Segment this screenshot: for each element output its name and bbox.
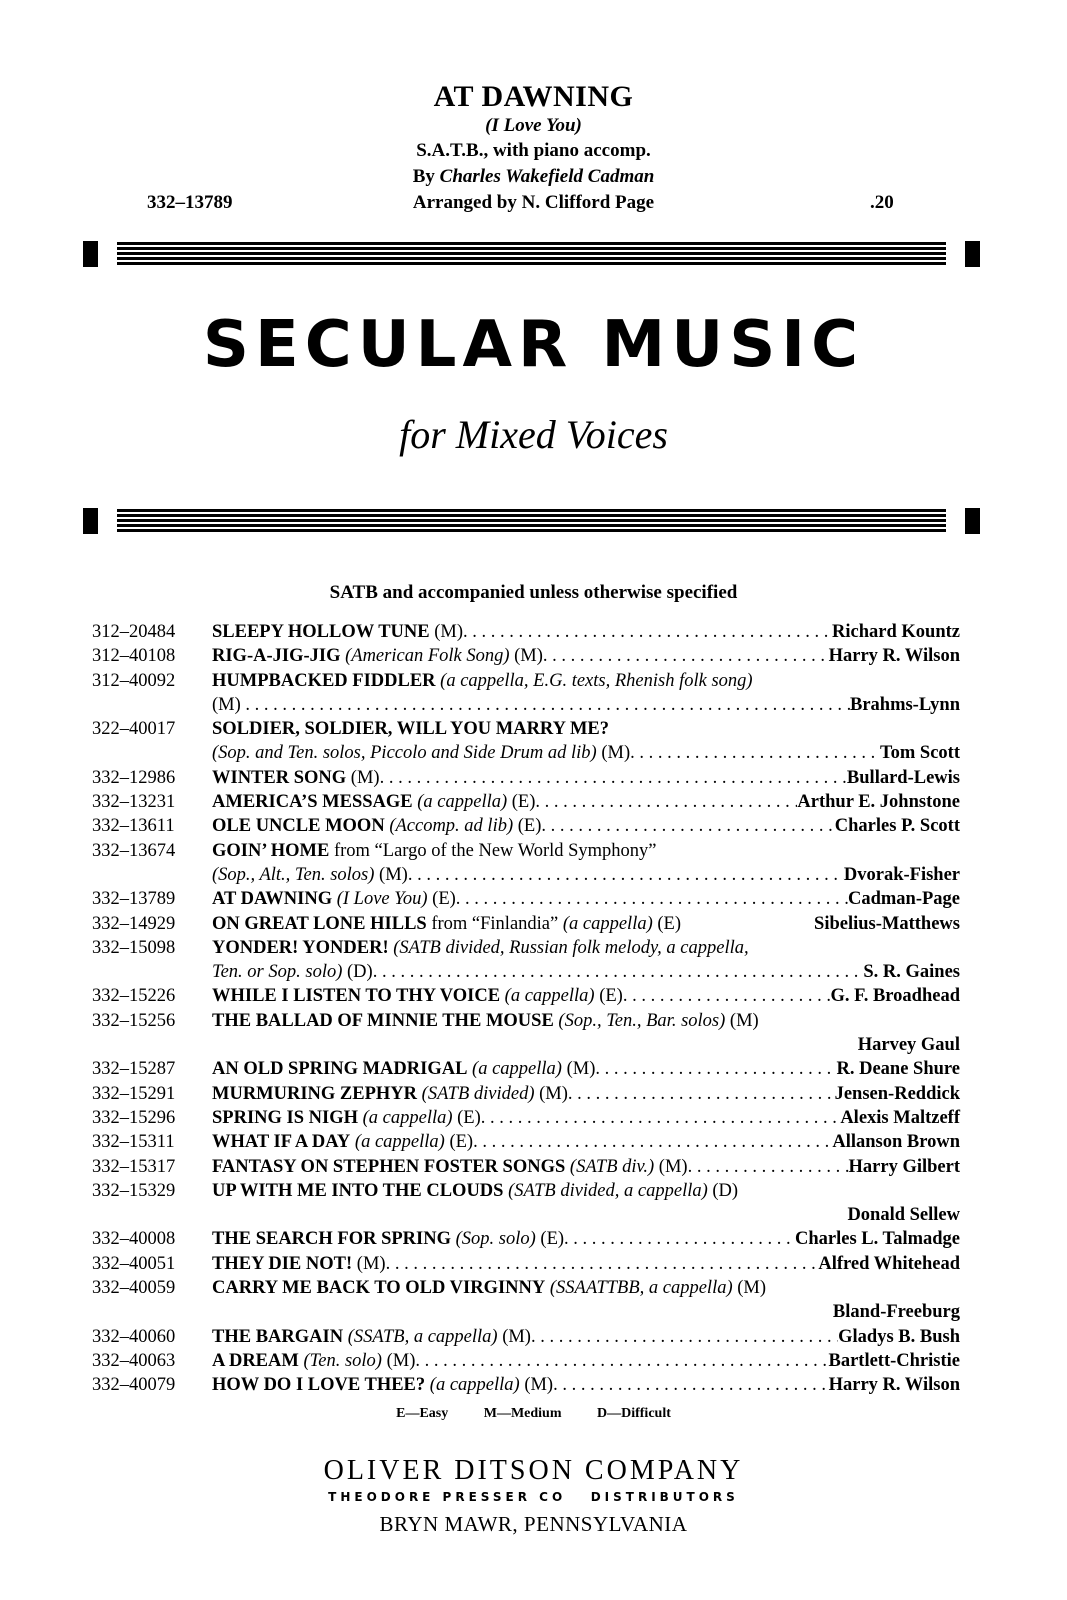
entry-grade: (D): [347, 962, 373, 983]
entry-author: Arthur E. Johnstone: [797, 792, 960, 813]
entry-grade: (M): [212, 694, 241, 715]
catalog-number: 332–15291: [92, 1083, 176, 1104]
entry-title: FANTASY ON STEPHEN FOSTER SONGS: [212, 1156, 566, 1177]
dot-leader: [415, 1349, 828, 1373]
catalog-entry: [92, 1325, 960, 1349]
entry-grade: (E): [517, 816, 542, 837]
entry-grade: (M): [729, 1010, 759, 1031]
entry-author: Tom Scott: [880, 743, 960, 764]
featured-catalog-number: 332–13789: [147, 192, 233, 213]
catalog-entry: [92, 1349, 960, 1373]
entry-grade: (M): [566, 1059, 596, 1080]
entry-description: (SATB divided, a cappella): [508, 1180, 708, 1201]
by-prefix: By: [412, 166, 440, 187]
entry-description: (a cappella): [429, 1375, 520, 1396]
catalog-entry: [92, 936, 960, 985]
entry-title: THE SEARCH FOR SPRING: [212, 1229, 451, 1250]
entry-title: THE BARGAIN: [212, 1326, 344, 1347]
entry-description: (a cappella): [354, 1132, 445, 1153]
page-subtitle: for Mixed Voices: [399, 412, 668, 457]
catalog-entry: [92, 1179, 960, 1228]
dot-leader: [568, 1082, 835, 1106]
entry-grade: (M): [514, 646, 543, 667]
entry-description: (SATB div.): [569, 1156, 655, 1177]
entry-description: (SATB divided): [421, 1083, 535, 1104]
entry-grade: (M): [502, 1326, 531, 1347]
rule-lines: [117, 242, 946, 266]
catalog-entry: [92, 814, 960, 838]
page-title: SECULAR MUSIC: [202, 308, 865, 382]
dot-leader: [630, 741, 880, 765]
catalog-number: 332–15098: [92, 937, 176, 958]
featured-subtitle: (I Love You): [485, 115, 582, 136]
entry-author: Charles P. Scott: [834, 816, 960, 837]
catalog-number: 332–15226: [92, 986, 176, 1007]
catalog-entry: [92, 717, 960, 766]
featured-title: AT DAWNING: [433, 80, 634, 113]
featured-voicing: S.A.T.B., with piano accomp.: [416, 140, 651, 161]
catalog-entry: [92, 766, 960, 790]
catalog-entry: [92, 1130, 960, 1154]
dot-leader: [386, 1252, 819, 1276]
entry-description: (a cappella): [472, 1059, 562, 1080]
entry-grade: (M): [524, 1375, 554, 1396]
dot-leader: [688, 1155, 849, 1179]
entry-description: (Accomp. ad lib): [389, 816, 514, 837]
entry-title: RIG-A-JIG-JIG: [212, 646, 341, 667]
entry-author: G. F. Broadhead: [830, 986, 960, 1007]
dot-leader: [245, 693, 850, 717]
entry-author: Allanson Brown: [832, 1132, 960, 1153]
entry-author: Richard Kountz: [832, 622, 960, 642]
entry-source: from “Largo of the New World Symphony”: [333, 840, 657, 861]
entry-author: Charles L. Talmadge: [795, 1229, 960, 1250]
entry-title: GOIN’ HOME: [212, 840, 330, 861]
entry-description: (Sop., Ten., Bar. solos): [558, 1010, 726, 1031]
entry-description: (American Folk Song): [345, 646, 510, 667]
entry-description: (a cappella): [504, 986, 595, 1007]
catalog-number: 332–15296: [92, 1107, 176, 1128]
bottom-rule-divider: [83, 508, 980, 534]
entry-author: Bullard-Lewis: [846, 767, 960, 788]
entry-title: UP WITH ME INTO THE CLOUDS: [212, 1180, 504, 1201]
legend-easy: E—Easy: [396, 1406, 449, 1421]
entry-title: YONDER! YONDER!: [212, 937, 389, 958]
catalog-entry: [92, 1009, 960, 1058]
catalog-entry: [92, 912, 960, 936]
catalog-number: 312–40092: [92, 670, 176, 691]
catalog-entry: [92, 1057, 960, 1081]
catalog-entry: [92, 887, 960, 911]
entry-title: SOLDIER, SOLDIER, WILL YOU MARRY ME?: [212, 719, 609, 740]
catalog-number: 332–14929: [92, 913, 176, 934]
distributor-line: THEODORE PRESSER CO DISTRIBUTORS: [328, 1490, 739, 1504]
rule-square-right: [965, 241, 980, 267]
entry-grade: (M): [434, 622, 464, 642]
entry-grade: (E): [449, 1132, 474, 1153]
entry-author: Alfred Whitehead: [818, 1253, 960, 1274]
catalog-entry: [92, 984, 960, 1008]
dot-leader: [408, 863, 844, 887]
catalog-entry: [92, 1227, 960, 1251]
catalog-number: 332–12986: [92, 767, 176, 788]
catalog-list: [92, 620, 960, 1398]
catalog-number: 332–13231: [92, 792, 176, 813]
entry-grade: (E): [432, 889, 456, 910]
rule-square-left: [83, 241, 98, 267]
featured-arranger: Arranged by N. Clifford Page: [412, 192, 655, 213]
catalog-number: 332–40060: [92, 1326, 176, 1347]
catalog-entry: [92, 1373, 960, 1397]
entry-grade: (D): [712, 1180, 739, 1201]
catalog-number: 332–40079: [92, 1375, 176, 1396]
entry-grade: (M): [356, 1253, 386, 1274]
entry-author: Bartlett-Christie: [828, 1350, 960, 1371]
catalog-number: 332–13674: [92, 840, 176, 861]
entry-author: Sibelius-Matthews: [814, 913, 960, 934]
entry-description: (Sop. and Ten. solos, Piccolo and Side Drum ad lib): [212, 743, 597, 764]
catalog-number: 332–15256: [92, 1010, 176, 1031]
entry-description: (Sop. solo): [455, 1229, 536, 1250]
catalog-number: 332–40008: [92, 1229, 176, 1250]
catalog-number: 332–15317: [92, 1156, 176, 1177]
entry-title: AN OLD SPRING MADRIGAL: [212, 1059, 468, 1080]
catalog-number: 332–15329: [92, 1180, 176, 1201]
dot-leader: [481, 1106, 841, 1130]
catalog-note: SATB and accompanied unless otherwise specified: [329, 582, 738, 603]
legend-medium: M—Medium: [483, 1406, 562, 1421]
rule-lines: [117, 509, 946, 533]
entry-author: Harry R. Wilson: [828, 1375, 960, 1396]
entry-author: Brahms-Lynn: [849, 694, 960, 715]
dot-leader: [564, 1227, 795, 1251]
entry-description: (SATB divided, Russian folk melody, a cappella,: [393, 937, 749, 958]
entry-grade: (E): [599, 986, 623, 1007]
entry-author: Harvey Gaul: [857, 1035, 960, 1056]
legend-difficult: D—Difficult: [597, 1406, 671, 1421]
entry-author: Harry Gilbert: [848, 1156, 960, 1177]
entry-title: HUMPBACKED FIDDLER: [212, 670, 436, 691]
entry-title: THE BALLAD OF MINNIE THE MOUSE: [212, 1010, 554, 1031]
entry-author: Jensen-Reddick: [834, 1083, 960, 1104]
entry-title: WINTER SONG: [212, 767, 347, 788]
featured-composer-line: [0, 164, 1067, 190]
difficulty-legend: [0, 1406, 1067, 1422]
entry-title: WHAT IF A DAY: [212, 1132, 351, 1153]
catalog-number: 332–40051: [92, 1253, 176, 1274]
entry-grade: (E): [457, 1107, 481, 1128]
dot-leader: [531, 1325, 838, 1349]
entry-description: (Ten. solo): [303, 1350, 382, 1371]
entry-title: AT DAWNING: [212, 889, 333, 910]
dot-leader: [373, 960, 864, 984]
entry-grade: (E): [540, 1229, 565, 1250]
entry-title: SPRING IS NIGH: [212, 1107, 358, 1128]
entry-grade: (E): [657, 913, 681, 934]
dot-leader: [623, 984, 831, 1008]
dot-leader: [541, 814, 834, 838]
publisher-address: BRYN MAWR, PENNSYLVANIA: [379, 1512, 688, 1536]
entry-author: Cadman-Page: [847, 889, 960, 910]
catalog-number: 332–13789: [92, 889, 176, 910]
entry-grade: (M): [737, 1278, 767, 1299]
entry-grade: (M): [386, 1350, 416, 1371]
catalog-entry: [92, 839, 960, 888]
entry-title: ON GREAT LONE HILLS: [212, 913, 427, 934]
entry-description-cont: Ten. or Sop. solo): [212, 962, 343, 983]
entry-source: from “Finlandia”: [431, 913, 559, 934]
entry-author: R. Deane Shure: [836, 1059, 960, 1080]
catalog-number: 332–15287: [92, 1059, 176, 1080]
featured-price: .20: [870, 192, 894, 213]
entry-description: (Sop., Alt., Ten. solos): [212, 864, 375, 885]
catalog-entry: [92, 644, 960, 668]
entry-title: THEY DIE NOT!: [212, 1253, 353, 1274]
catalog-entry: [92, 1106, 960, 1130]
catalog-number: 312–40108: [92, 646, 176, 667]
entry-author: Donald Sellew: [847, 1205, 960, 1226]
catalog-entry: [92, 1155, 960, 1179]
catalog-entry: [92, 669, 960, 718]
entry-author: Gladys B. Bush: [838, 1326, 960, 1347]
entry-description: (a cappella): [362, 1107, 453, 1128]
entry-author: Bland-Freeburg: [832, 1302, 960, 1323]
entry-description: (a cappella): [562, 913, 653, 934]
entry-grade: (M): [350, 767, 380, 788]
featured-catalog-row: [0, 190, 1067, 216]
entry-description: (SSATB, a cappella): [347, 1326, 498, 1347]
entry-title: HOW DO I LOVE THEE?: [212, 1375, 426, 1396]
top-rule-divider: [83, 241, 980, 267]
catalog-number: 332–15311: [92, 1132, 175, 1153]
catalog-number: 322–40017: [92, 719, 176, 740]
catalog-entry: [92, 1082, 960, 1106]
featured-title-block: [0, 80, 1067, 216]
dot-leader: [535, 790, 797, 814]
featured-composer: Charles Wakefield Cadman: [439, 166, 655, 187]
dot-leader: [463, 620, 832, 644]
publisher-name: OLIVER DITSON COMPANY: [323, 1455, 744, 1486]
entry-description: (a cappella, E.G. texts, Rhenish folk song): [440, 670, 753, 691]
entry-grade: (M): [658, 1156, 688, 1177]
catalog-number: 332–40059: [92, 1278, 176, 1299]
entry-title: OLE UNCLE MOON: [212, 816, 385, 837]
catalog-entry: [92, 620, 960, 644]
entry-description: (I Love You): [336, 889, 428, 910]
entry-grade: (M): [539, 1083, 568, 1104]
entry-author: Dvorak-Fisher: [843, 864, 960, 885]
dot-leader: [473, 1130, 832, 1154]
entry-title: AMERICA’S MESSAGE: [212, 792, 413, 813]
dot-leader: [543, 644, 829, 668]
entry-author: S. R. Gaines: [863, 962, 960, 983]
catalog-entry: [92, 790, 960, 814]
entry-title: A DREAM: [212, 1350, 299, 1371]
entry-grade: (M): [601, 743, 631, 764]
entry-title: WHILE I LISTEN TO THY VOICE: [212, 986, 501, 1007]
dot-leader: [595, 1057, 836, 1081]
catalog-number: 332–13611: [92, 816, 175, 837]
catalog-entry: [92, 1276, 960, 1325]
entry-author: Alexis Maltzeff: [840, 1107, 960, 1128]
catalog-number: 332–40063: [92, 1350, 176, 1371]
entry-description: (SSAATTBB, a cappella): [549, 1278, 733, 1299]
entry-grade: (M): [379, 864, 408, 885]
entry-grade: (E): [511, 792, 536, 813]
entry-description: (a cappella): [417, 792, 508, 813]
dot-leader: [456, 887, 848, 911]
entry-title: SLEEPY HOLLOW TUNE: [212, 622, 430, 642]
rule-square-right: [965, 508, 980, 534]
catalog-number: 312–20484: [92, 622, 176, 642]
dot-leader: [553, 1373, 829, 1397]
catalog-entry: [92, 1252, 960, 1276]
entry-title: MURMURING ZEPHYR: [212, 1083, 418, 1104]
entry-author: Harry R. Wilson: [828, 646, 960, 667]
dot-leader: [380, 766, 847, 790]
rule-square-left: [83, 508, 98, 534]
entry-title: CARRY ME BACK TO OLD VIRGINNY: [212, 1278, 546, 1299]
